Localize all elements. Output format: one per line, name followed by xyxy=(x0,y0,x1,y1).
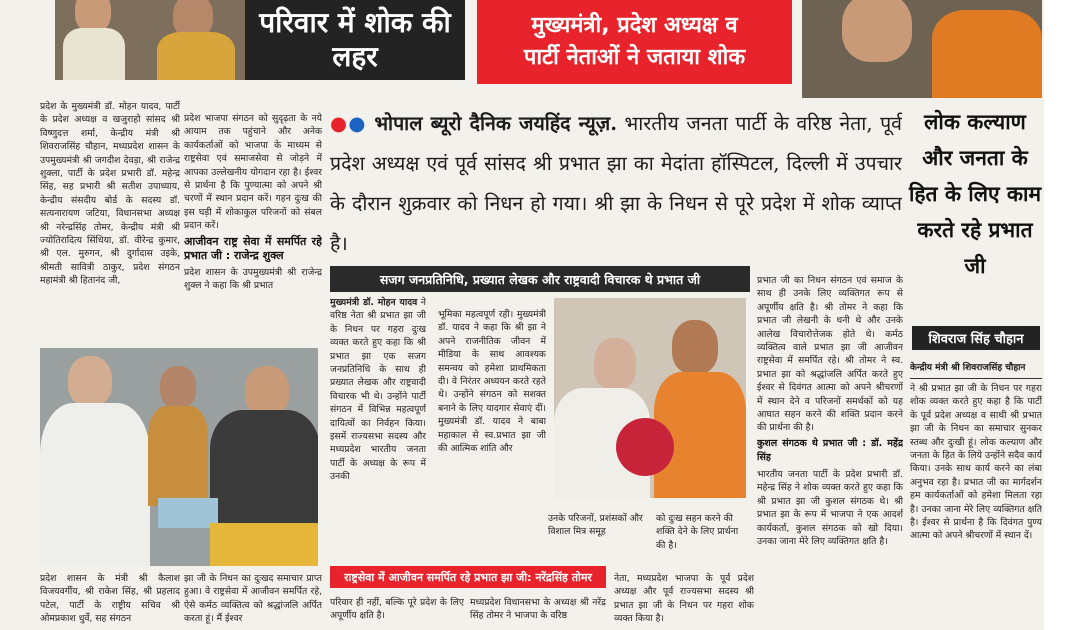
headline-center-line2: पार्टी नेताओं ने जताया शोक xyxy=(523,45,746,70)
mid-banner xyxy=(330,266,750,292)
column-2-bottom xyxy=(184,572,322,630)
mid-bottom-a xyxy=(330,596,464,630)
mid-bottom-b-text: मध्यप्रदेश विधानसभा के अध्यक्ष श्री नरेंद्र सिंह तोमर ने भाजपा के वरिष्ठ xyxy=(470,597,606,622)
column-1 xyxy=(40,100,180,344)
lead-body: भारतीय जनता पार्टी के वरिष्ठ नेता, पूर्व प्रदेश अध्यक्ष एवं पूर्व सांसद श्री प्रभात झा का मेदांता हॉस्पिटल, दिल्ली में उपचार के दौरान शुक्रवार को निधन हो गया। श्री झा के निधन से पूरे प्रदेश में शोक व्याप्त है। xyxy=(330,112,902,255)
mid-column-b xyxy=(438,308,546,552)
column-2-text: प्रदेश भाजपा संगठन को सुदृढ़ता के नये आयाम तक पहुंचाने और अनेक कार्यकर्ताओं को भाजपा के माध्यम से राष्ट्रसेवा एवं समाजसेवा से जोड़ने में आपका उल्लेखनीय योगदान रहा है। ईश्वर से प्रार्थना है कि पुण्यात्मा को अपने श्री चरणों में स्थान प्रदान करें। गहन दुःख की इस घड़ी में शोकाकुल परिजनों को संबल प्रदान करें। xyxy=(184,113,322,232)
photo-caption-right-text: को दुःख सहन करने की शक्ति देने के लिए प्रार्थना की है। xyxy=(656,513,739,551)
mid-bottom-b xyxy=(470,596,606,630)
column-2-subhead: आजीवन राष्ट्र सेवा में समर्पित रहे प्रभात जी : राजेन्द्र शुक्ल xyxy=(184,234,322,262)
mid-column-a-lead: मुख्यमंत्री डॉ. मोहन यादव xyxy=(330,297,418,308)
column-1-bottom-text: प्रदेश शासन के मंत्री श्री कैलाश विजयवर्गीय, श्री राकेश सिंह, श्री प्रहलाद पटेल, पार्टी के राष्ट्रीय सचिव श्री ओमप्रकाश धुर्वे, सह संगठन xyxy=(40,573,180,625)
right-text-body: ने श्री प्रभात झा जी के निधन पर गहरा शोक व्यक्त करते हुए कहा है कि पार्टी के पूर्व प्रदेश अध्यक्ष व साथी श्री प्रभात झा जी के निधन का समाचार सुनकर स्तब्ध और दुःखी हूं। लोक कल्याण और जनता के हित के लिये उन्होंने सदैव कार्य किया। उनके साथ कार्य करने का लंबा अनुभव रहा है। प्रभात जी का मार्गदर्शन हम कार्यकर्ताओं को हमेशा मिलता रहा है। उनका जाना मेरे लिए व्यक्तिगत क्षति है। ईश्वर से प्रार्थना है कि दिवंगत पुण्य आत्मा को अपने श्रीचरणों में स्थान दें। xyxy=(910,383,1042,542)
bullet-dots: ● xyxy=(330,112,349,135)
top-right-photo xyxy=(802,0,1042,98)
lead-dateline: भोपाल ब्यूरो दैनिक जयहिंद न्यूज़. xyxy=(374,112,617,135)
headline-left xyxy=(245,0,465,80)
right-quote-text: लोक कल्याण और जनता के हित के लिए काम करते रहे प्रभात जी xyxy=(908,110,1042,278)
column-5-subhead: कुशल संगठक थे प्रभात जी : डॉ. महेंद्र सिंह xyxy=(757,437,903,463)
right-lead xyxy=(910,360,1042,379)
page-edge xyxy=(1044,0,1080,630)
portrait-photo xyxy=(554,298,746,498)
mid-banner-2-text: राष्ट्रसेवा में आजीवन समर्पित रहे प्रभात झा जी: नरेंद्रसिंह तोमर xyxy=(344,570,592,584)
mid-bottom-a-text: परिवार ही नहीं, बल्कि पूरे प्रदेश के लिए अपूर्णीय क्षति है। xyxy=(330,597,464,622)
headline-left-text: परिवार में शोक की लहर xyxy=(259,6,451,73)
mid-column-a xyxy=(330,296,426,552)
photo-caption-left xyxy=(548,512,648,552)
right-lead-text: केन्द्रीय मंत्री श्री शिवराजसिंह चौहान xyxy=(910,363,1026,373)
column-5-text: प्रभात जी का निधन संगठन एवं समाज के साथ ही उनके लिए व्यक्तिगत रूप से अपूर्णीय क्षति है। श्री तोमर ने कहा कि प्रभात जी लेखनी के धनी थे और उनके आलेख विचारोत्तेजक होते थे। कर्मठ व्यक्तित्व वाले प्रभात झा जी आजीवन राष्ट्रसेवा में समर्पित रहे। श्री तोमर ने स्व. प्रभात झा को श्रद्धांजलि अर्पित करते हुए ईश्वर से दिवंगत आत्मा को अपने श्रीचरणों में स्थान देने व परिजनों समर्थकों को यह आघात सहन करने की शक्ति प्रदान करने की प्रार्थना की है। xyxy=(757,275,903,434)
right-quote xyxy=(908,104,1042,322)
mid-column-b-text: भूमिका महत्वपूर्ण रही। मुख्यमंत्री डॉ. यादव ने कहा कि श्री झा ने अपने राजनीतिक जीवन में मीडिया के साथ आवश्यक समन्वय को हमेशा प्राथमिकता दी। वे निरंतर अध्ययन करते रहते थे। उन्होंने संगठन को सशक्त बनाने के लिए यादगार सेवाएं दीं। मुख्यमंत्री डॉ. यादव ने बाबा महाकाल से स्व.प्रभात झा जी की आत्मिक शांति और xyxy=(438,309,546,455)
headline-center xyxy=(477,0,792,84)
col5-bottom xyxy=(614,572,754,630)
mid-banner-2 xyxy=(330,566,606,588)
group-photo xyxy=(40,348,318,566)
column-2 xyxy=(184,112,322,344)
column-2-bottom-text: झा जी के निधन का दुःखद समाचार प्राप्त हुआ। वे राष्ट्रसेवा में आजीवन समर्पित रहे, ऐसे कर्मठ व्यक्तित्व को श्रद्धांजलि अर्पित करता हूं। मैं ईश्वर xyxy=(184,573,322,625)
top-left-photo xyxy=(55,0,245,80)
right-byline-text: शिवराज सिंह चौहान xyxy=(928,332,1024,347)
photo-caption-left-text: उनके परिजनों, प्रशंसकों और विशाल मित्र समूह xyxy=(548,513,643,538)
column-1-text: प्रदेश के मुख्यमंत्री डॉ. मोहन यादव, पार्टी के प्रदेश अध्यक्ष व खजुराहो सांसद श्री विष्णुदत्त शर्मा, केन्द्रीय मंत्री श्री शिवराजसिंह चौहान, मध्यप्रदेश शासन के उपमुख्यमंत्री श्री जगदीश देवड़ा, श्री राजेन्द्र शुक्ला, पार्टी के प्रदेश प्रभारी डॉ. महेन्द्र सिंह, सह प्रभारी श्री सतीश उपाध्याय, केन्द्रीय संसदीय बोर्ड के सदस्य डॉ. सत्यनारायण जटिया, विधानसभा अध्यक्ष श्री नरेन्द्रसिंह तोमर, केन्द्रीय मंत्री श्री ज्योतिरादित्य सिंधिया, डॉ. वीरेन्द्र कुमार, श्री एल. मुरुगन, श्री दुर्गादास उइके, श्रीमती सावित्री ठाकुर, प्रदेश संगठन महामंत्री श्री हितानंद जी, xyxy=(40,101,180,287)
right-byline xyxy=(912,326,1040,350)
mid-column-a-text: ने वरिष्ठ नेता श्री प्रभात झा जी के निधन पर गहरा दुःख व्यक्त करते हुए कहा कि श्री प्रभात झा एक सजग जनप्रतिनिधि के साथ ही प्रख्यात लेखक और राष्ट्रवादी विचारक भी थे। उन्होंने पार्टी संगठन में विभिन्न महत्वपूर्ण दायित्वों का निर्वहन किया। इसमें राज्यसभा सदस्य और मध्यप्रदेश भारतीय जनता पार्टी के अध्यक्ष के रूप में उनकी xyxy=(330,297,426,483)
mid-banner-text: सजग जनप्रतिनिधि, प्रख्यात लेखक और राष्ट्रवादी विचारक थे प्रभात जी xyxy=(379,271,701,287)
column-5 xyxy=(757,274,903,630)
photo-caption-right xyxy=(656,512,748,558)
column-5-text2: भारतीय जनता पार्टी के प्रदेश प्रभारी डॉ. महेन्द्र सिंह ने शोक व्यक्त करते हुए कहा कि श्री प्रभात झा जी कुशल संगठक थे। श्री प्रभात झा के रूप में भाजपा ने एक आदर्श कार्यकर्ता, कुशल संगठक को खो दिया। उनका जाना मेरे लिए व्यक्तिगत क्षति है। xyxy=(757,468,903,547)
headline-center-line1: मुख्यमंत्री, प्रदेश अध्यक्ष व xyxy=(531,13,738,38)
lead-paragraph xyxy=(330,104,902,264)
column-1-bottom xyxy=(40,572,180,630)
right-text xyxy=(910,382,1042,630)
col5-bottom-text: नेता, मध्यप्रदेश भाजपा के पूर्व प्रदेश अध्यक्ष और पूर्व राज्यसभा सदस्य श्री प्रभात झा जी के निधन पर गहरा शोक व्यक्त किया है। xyxy=(614,573,754,625)
bullet-dot-blue: ● xyxy=(348,112,367,135)
column-2-text2: प्रदेश शासन के उपमुख्यमंत्री श्री राजेन्द्र शुक्ल ने कहा कि श्री प्रभात xyxy=(184,266,322,292)
